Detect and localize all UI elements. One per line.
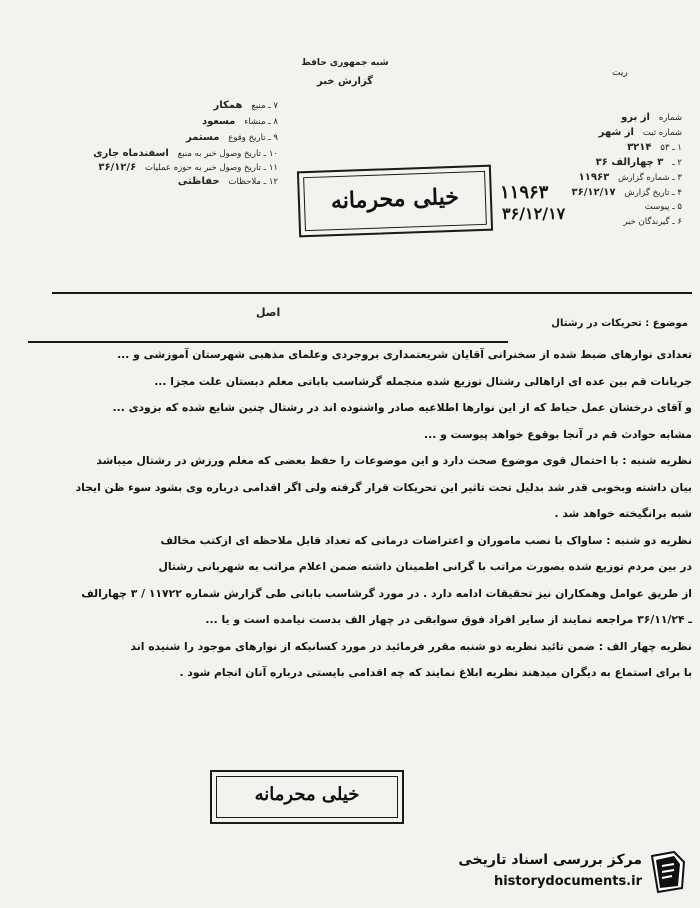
right-field-2: ۲ ـ ۳ چهارالف ۳۶ — [595, 157, 682, 168]
body-line: نظریه چهار الف : ضمن تائید نظریه دو شنبه مقرر فرمائید در مورد کسانیکه از نوارهای موجود را شنیده اند — [130, 639, 692, 653]
watermark-url: historydocuments.ir — [493, 874, 642, 889]
subject-line — [452, 318, 688, 329]
right-field-number: شماره از برو — [621, 112, 682, 123]
body-line: شبه برانگیخته خواهد شد . — [554, 507, 692, 520]
report-type-title: گزارش خبر — [316, 76, 373, 87]
right-field-recipients: ۶ ـ گیرندگان خبر — [623, 217, 682, 227]
stamp-number: ۱۱۹۶۳ — [500, 182, 549, 203]
subject-text: تحریکات در رشتال — [551, 318, 642, 329]
left-field-remarks: ۱۲ ـ ملاحظات حفاظتی — [177, 176, 278, 187]
left-field-receipt-ops: ۱۱ ـ تاریخ وصول خبر به حوزه عملیات ۳۶/۱۲/۶ — [98, 162, 278, 173]
header-divider — [52, 292, 692, 294]
body-line: ـ ۳۶/۱۱/۲۴ مراجعه نمایند از سایر افراد فوق سوابقی در چهار الف بدست نیامده است و یا ... — [205, 613, 692, 626]
confidential-stamp-bottom — [210, 770, 404, 824]
body-line: مشابه حوادث قم در آنجا بوقوع خواهد پیوست و ... — [424, 427, 692, 441]
subject-note: اصل — [256, 306, 281, 319]
stamp-top-text: خیلی محرمانه — [330, 183, 460, 215]
body-line: نظریه شنبه : با احتمال قوی موضوع صحت دارد و این موضوعات را حفظ بعضی که معلم ورزش در رشتال میباشد — [96, 454, 692, 467]
stamp-date: ۳۶/۱۲/۱۷ — [502, 204, 566, 223]
body-line: از طریق عوامل وهمکاران نیز تحقیقات ادامه دارد . در مورد گرشاسب باباتی طی گزارش شماره ۱۱۷۲۲ / ۳ چهارالف — [81, 586, 692, 600]
watermark-name: مرکز بررسی اسناد تاریخی — [458, 852, 642, 868]
body-line: جریانات قم بین عده ای ازاهالی رشتال توزیع شده منجمله گرشاسب باباتی معلم دبستان علت مجزا ... — [154, 374, 692, 388]
report-body — [28, 342, 692, 687]
body-line: نظریه دو شنبه : ساواک با نصب ماموران و اعتراضات درمانی که تعداد قابل ملاحظه ای ازکتب مخالف — [160, 533, 692, 547]
right-field-1: ۱ ـ ۵۳ ۳۲۱۴ — [627, 142, 682, 153]
watermark — [420, 842, 692, 902]
body-line: تعدادی نوارهای ضبط شده از سخنرانی آقایان شریعتمداری بروجردی وعلمای مذهبی شهرستان آموزشی و ... — [117, 348, 692, 361]
agency-header: شبه جمهوری حافظ — [301, 58, 389, 68]
right-field-registry: شماره ثبت از شهر — [598, 127, 682, 138]
top-right-mark: ریت — [612, 68, 628, 78]
left-field-receipt-source: ۱۰ ـ تاریخ وصول خبر به منبع اسفندماه جاری — [93, 148, 278, 159]
body-line: بیان داشته وبخوبی قدر شد بدلیل تحت تاثیر این تحریکات قرار گرفته ولی اگر اقدامی درباره وی بشود سوء ظن ایجاد — [75, 480, 692, 494]
left-field-origin: ۸ ـ منشاء مسعود — [201, 116, 278, 127]
body-line: و آقای درخشان عمل حیاط که از این نوارها اطلاعیه صادر واشنوده اند در رشتال چنین شایع شده که بزودی ... — [112, 401, 692, 414]
left-field-event-date: ۹ ـ تاریخ وقوع مستمر — [186, 132, 278, 143]
left-fields — [20, 100, 278, 190]
subject-label: موضوع : — [645, 318, 688, 329]
left-field-source: ۷ ـ منبع همکار — [213, 100, 278, 111]
archive-logo-icon — [646, 848, 688, 896]
confidential-stamp-top — [297, 165, 493, 238]
body-line: در بین مردم توزیع شده بصورت مراتب با گرانی اطمینان داشته ضمن اعلام مراتب به شهربانی رشتال — [158, 560, 692, 573]
right-field-attachment: ۵ ـ پیوست — [644, 202, 682, 212]
right-field-report-date: ۴ ـ تاریخ گزارش ۳۶/۱۲/۱۷ — [571, 187, 682, 198]
body-line: با برای استماع به دیگران میدهند نظریه ابلاغ نمایند که چه اقدامی بایستی درباره آنان انجام شود . — [179, 666, 692, 679]
stamp-bottom-text: خیلی محرمانه — [254, 784, 360, 805]
right-field-report-number: ۳ ـ شماره گزارش ۱۱۹۶۳ — [578, 172, 682, 183]
